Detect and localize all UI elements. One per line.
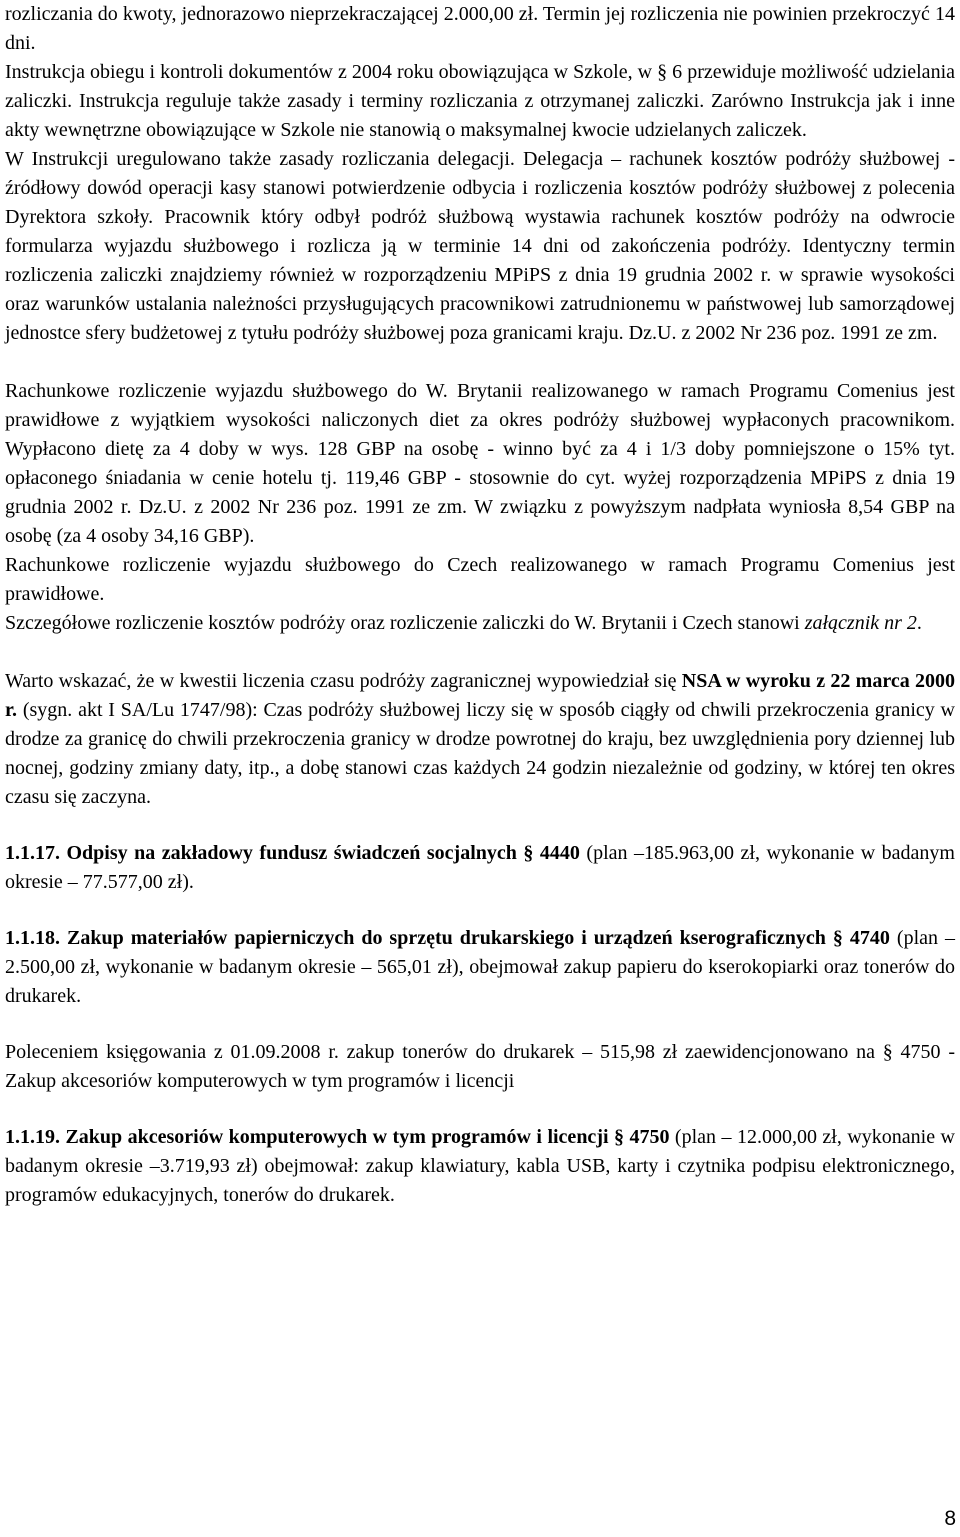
paragraph-uk-settlement: Rachunkowe rozliczenie wyjazdu służbowego do W. Brytanii realizowanego w ramach Programu Comenius jest prawidłowe z wyjątkiem wysokości naliczonych diet za okres podróży służbowej wypłaconych pracownikom. Wypłacono dietę za 4 doby w wys. 128 GBP na osobę - winno być za 4 i 1/3 doby pomniejszone o 15% tyt. opłaconego śniadania w cenie hotelu tj. 119,46 GBP - stosownie do cyt. wyżej rozporządzenia MPiPS z dnia 19 grudnia 2002 r. Dz.U. z 2002 Nr 236 poz. 1991 ze zm. W związku z powyższym nadpłata wyniosła 8,54 GBP na osobę (za 4 osoby 34,16 GBP).: [5, 380, 955, 547]
attachment-label: załącznik nr 2: [804, 612, 917, 634]
paragraph-nsa-ruling: Warto wskazać, że w kwestii liczenia czasu podróży zagranicznej wypowiedział się NSA w wyroku z 22 marca 2000 r. (sygn. akt I SA/Lu 1747/98): Czas podróży służbowej liczy się w sposób ciągły od chwili przekroczenia granicy w drodze za granicę do chwili przekroczenia granicy w drodze powrotnej do kraju, bez uwzględnienia pory dziennej lub nocnej, godziny zmiany daty, itp., a dobę stanowi czas każdych 24 godzin niezależnie od godziny, w której ten okres czasu się zaczyna.: [5, 670, 955, 808]
section-1-1-17: 1.1.17. Odpisy na zakładowy fundusz świadczeń socjalnych § 4440 (plan –185.963,00 zł, wykonanie w badanym okresie – 77.577,00 zł).: [5, 842, 955, 893]
section-heading-1-1-19: 1.1.19. Zakup akcesoriów komputerowych w tym programów i licencji § 4750: [5, 1126, 670, 1148]
paragraph-instruction-advances: Instrukcja obiegu i kontroli dokumentów z 2004 roku obowiązująca w Szkole, w § 6 przewiduje możliwość udzielania zaliczki. Instrukcja reguluje także zasady i terminy rozliczania z otrzymanej zaliczki. Zarówno Instrukcja jak i inne akty wewnętrzne obowiązujące w Szkole nie stanowią o maksymalnej kwocie udzielanych zaliczek.: [5, 61, 955, 141]
section-1-1-19: 1.1.19. Zakup akcesoriów komputerowych w tym programów i licencji § 4750 (plan – 12.000,00 zł, wykonanie w badanym okresie –3.719,93 zł) obejmował: zakup klawiatury, kabla USB, karty i czytnika podpisu elektronicznego, programów edukacyjnych, tonerów do drukarek.: [5, 1126, 955, 1206]
section-1-1-18: 1.1.18. Zakup materiałów papierniczych do sprzętu drukarskiego i urządzeń kserograficznych § 4740 (plan – 2.500,00 zł, wykonanie w badanym okresie – 565,01 zł), obejmował zakup papieru do kserokopiarki oraz tonerów do drukarek.: [5, 927, 955, 1007]
paragraph-delegation-rules: W Instrukcji uregulowano także zasady rozliczania delegacji. Delegacja – rachunek kosztów podróży służbowej - źródłowy dowód operacji kasy stanowi potwierdzenie odbycia i rozliczenia kosztów podróży służbowej z polecenia Dyrektora szkoły. Pracownik który odbył podróż służbową wystawia rachunek kosztów podróży na odwrocie formularza wyjazdu służbowego i rozlicza ją w terminie 14 dni od zakończenia podróży. Identyczny termin rozliczenia zaliczki znajdziemy również w rozporządzeniu MPiPS z dnia 19 grudnia 2002 r. w sprawie wysokości oraz warunków ustalania należności przysługujących pracownikowi zatrudnionemu w państwowej lub samorządowej jednostce sfery budżetowej z tytułu podróży służbowej poza granicami kraju. Dz.U. z 2002 Nr 236 poz. 1991 ze zm.: [5, 148, 955, 344]
section-heading-1-1-17: 1.1.17. Odpisy na zakładowy fundusz świadczeń socjalnych § 4440: [5, 842, 580, 864]
paragraph-advance-limit: rozliczania do kwoty, jednorazowo nieprzekraczającej 2.000,00 zł. Termin jej rozliczenia nie powinien przekroczyć 14 dni.: [5, 3, 955, 54]
paragraph-toner-posting: Poleceniem księgowania z 01.09.2008 r. zakup tonerów do drukarek – 515,98 zł zaewidencjonowano na § 4750 - Zakup akcesoriów komputerowych w tym programów i licencji: [5, 1041, 955, 1092]
page-number: 8: [944, 1507, 956, 1530]
attachment-text: Szczegółowe rozliczenie kosztów podróży oraz rozliczenie zaliczki do W. Brytanii i Czech stanowi: [5, 612, 805, 634]
nsa-ruling-citation: NSA w wyroku z 22 marca 2000 r.: [5, 670, 955, 721]
paragraph-attachment-reference: Szczegółowe rozliczenie kosztów podróży oraz rozliczenie zaliczki do W. Brytanii i Czech stanowi załącznik nr 2.: [5, 612, 922, 634]
document-page: [5, 0, 955, 1210]
section-heading-1-1-18: 1.1.18. Zakup materiałów papierniczych do sprzętu drukarskiego i urządzeń kserograficznych § 4740: [5, 927, 890, 949]
paragraph-czech-settlement: Rachunkowe rozliczenie wyjazdu służbowego do Czech realizowanego w ramach Programu Comenius jest prawidłowe.: [5, 554, 955, 605]
